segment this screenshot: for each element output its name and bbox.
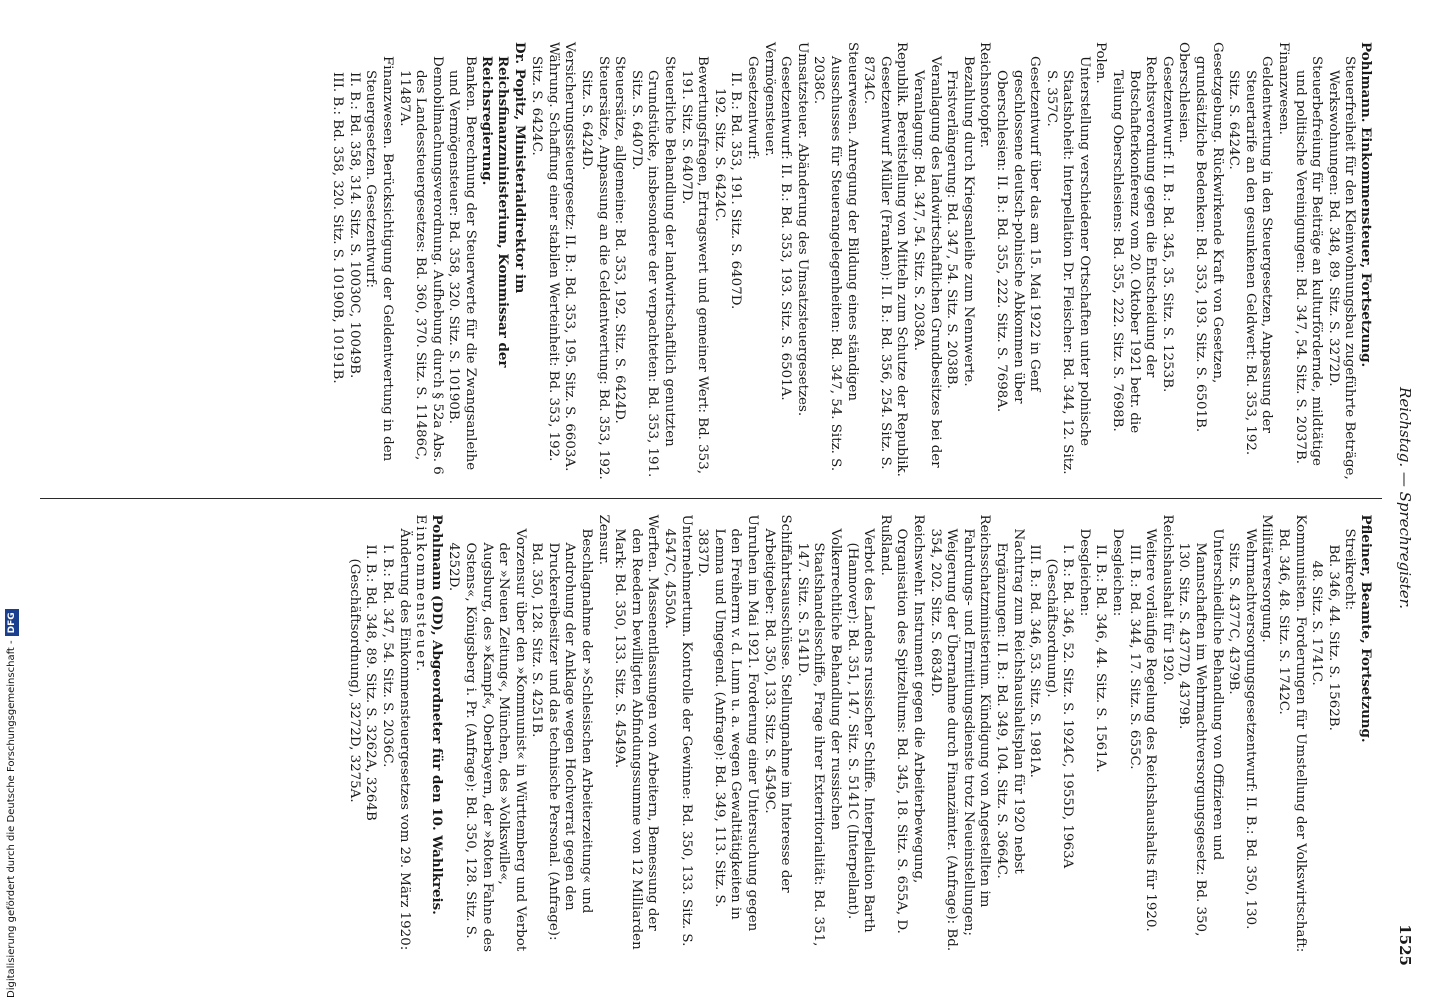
register-entry: II. B.: Bd. 358, 314. Sitz. S. 10030C, 10049B. <box>346 72 362 379</box>
digitization-credit-strip <box>0 0 22 1000</box>
register-entry: Banken. Berechnung der Steuerwerte für die Zwangsanleihe und Vermögensteuer: Bd. 358, 320. Sitz. S. 10190B. <box>446 56 478 471</box>
credit-text: Digitalisierung gefördert durch die Deutsche Forschungsgemeinschaft - <box>6 640 17 998</box>
register-entry: Beschlagnahme der »Schlesischen Arbeiterzeitung« und Androhung der Anklage wegen Hochverrat gegen den Druckereibesitzer und das technische Personal. (Anfrage): Bd. 350, 128. Sitz. S. 4251B. <box>529 528 595 941</box>
register-entry: Bd. 346, 44. Sitz. S. 1562B. <box>1325 544 1341 731</box>
register-entry: Oberschlesien. <box>1176 42 1192 144</box>
register-entry: Steuerfreiheit für den Kleinwohnungsbau zugeführte Beträge, Werkswohnungen: Bd. 348, 89. Sitz. S. 3272D. <box>1325 56 1358 480</box>
register-entry: Unterstellung verschiedener Ortschaften unter polnische Staatshoheit: Interpellation Dr. Fleischer: Bd. 344, 12. Sitz. S. 357C. <box>1043 56 1092 475</box>
register-entry: Einkommensteuer. <box>413 514 429 674</box>
register-entry: Rechtsverordnung gegen die Entscheidung der Botschafterkonferenz vom 20. Oktober 1921 betr. die Teilung Oberschlesiens: Bd. 355, 222. Sitz. S. 7698B. <box>1110 56 1159 434</box>
register-entry: Bezahlung durch Kriegsanleihe zum Nennwerte. Fristverlängerung: Bd. 347, 54. Sitz. S. 2038B. <box>944 56 976 389</box>
register-entry: Desgleichen: <box>1076 528 1092 617</box>
two-column-body <box>40 26 1382 970</box>
register-entry: Republik. Bereitstellung von Mitteln zum Schutze der Republik. Gesetzentwurf Müller (Franken): II. B.: Bd. 356, 254. Sitz. S. 8734C. <box>861 42 910 477</box>
register-entry: II. B.: Bd. 348, 89. Sitz. S. 3262A, 3264B (Geschäftsordnung), 3272D, 3275A. <box>346 544 379 821</box>
running-title: Reichstag. — Sprechregister. <box>1396 387 1414 609</box>
register-entry: Schiffahrtsausschüsse. Stellungnahme im Interesse der Arbeitgeber: Bd. 350, 133. Sitz. S. 4549C. <box>761 514 794 893</box>
register-entry: Gesetzgebung. Rückwirkende Kraft von Gesetzen, grundsätzliche Bedenken: Bd. 353, 193. Sitz. S. 6501B. <box>1193 42 1225 433</box>
register-entry: II. B.: Bd. 346, 44. Sitz. S. 1561A. <box>1093 544 1109 773</box>
register-entry: Pohlmann (DD), Abgeordneter für den 10. Wahlkreis. <box>428 514 445 915</box>
register-entry: II. B.: Bd. 353, 191. Sitz. S. 6407D. <box>728 72 744 310</box>
register-entry: Geldentwertung in den Steuergesetzen, Anpassung der Steuertarife an den gesunkenen Geldwert: Bd. 353, 192. Sitz. S. 6424C. <box>1226 56 1275 456</box>
register-entry: III. B.: Bd. 346, 53. Sitz. S. 1981A. <box>1027 544 1043 778</box>
register-entry: Pohlmann. Einkommensteuer, Fortsetzung. <box>1358 42 1374 368</box>
register-entry: Steuerwesen. Anregung der Bildung eines ständigen Ausschusses für Steuerangelegenheiten: Bd. 347, 54. Sitz. S. 2038C. <box>811 42 860 472</box>
register-entry: Weitere vorläufige Regelung des Reichshaushalts für 1920. <box>1143 528 1159 932</box>
register-entry: Gesetzentwurf über das am 15. Mai 1922 in Genf geschlossene deutsch-polnische Abkommen über Oberschlesien: II. B.: Bd. 355, 222. Sitz. S. 7698A. <box>993 56 1043 413</box>
register-entry: Streikrecht: <box>1342 528 1358 611</box>
register-entry: Steuersätze, Anpassung an die Geldentwertung: Bd. 353, 192. Sitz. S. 6424D. <box>579 56 611 480</box>
register-entry: III. B.: Bd. 358, 320. Sitz. S. 10190B, 10191B. <box>330 72 346 384</box>
register-entry: Reichsnotopfer. <box>977 42 993 149</box>
register-entry: Zensur. <box>595 514 611 566</box>
register-entry: Steuerbefreiung für Beiträge an kulturfördernde, mildtätige und politische Vereinigungen: Bd. 347, 54. Sitz. S. 2037B. <box>1292 56 1325 466</box>
register-entry: Volkerrechtliche Behandlung der russischen Staatshandelsschiffe, Frage ihrer Exterritorialität: Bd. 351, 147. Sitz. S. 5141D. <box>794 528 843 947</box>
register-entry: Vorzensur über den »Kommunist« in Württemberg und Verbot der »Neuen Zeitung«, München, des »Volkswille«, Augsburg, des »Kampf«, Oberbayern, der »Roten Fahne des Ostens«, Königsberg i. Pr. (Anfrage): Bd. 350, 128. Sitz. S. 4252D. <box>446 528 528 952</box>
register-entry: Reichshaushalt für 1920. <box>1159 514 1175 685</box>
register-entry: Gesetzentwurf: <box>745 56 761 160</box>
register-entry: Unterschiedliche Behandlung von Offizieren und Mannschaften im Wehrmachtversorgungsgesetz: Bd. 350, 130. Sitz. S. 4377D, 4379B. <box>1176 528 1225 937</box>
register-entry: Umsatzsteuer. Abänderung des Umsatzsteuergesetzes. Gesetzentwurf: II. B.: Bd. 353, 193. Sitz. S. 6501A. <box>778 42 810 417</box>
register-entry: III. B.: Bd. 344, 17. Sitz. S. 655C. <box>1126 544 1142 770</box>
register-entry: 192. Sitz. S. 6424C. <box>711 88 727 222</box>
register-entry: Desgleichen: <box>1110 528 1126 617</box>
page-content <box>40 26 1418 970</box>
register-entry: Bewertungsfragen, Ertragswert und gemeiner Wert: Bd. 353, 191. Sitz. S. 6407D. <box>678 56 711 474</box>
register-entry: Dr. Popitz, Ministerialdirektor im Reichsfinanzministerium, Kommissar der Reichsregierung. <box>478 42 528 368</box>
register-entry: Unternehmertum. Kontrolle der Gewinne: Bd. 350, 133. Sitz. S. 4547C, 4550A. <box>662 514 694 947</box>
dfg-logo: DFG <box>5 609 19 636</box>
register-entry: Militärversorgung. <box>1259 514 1275 643</box>
register-entry: I. B.: Bd. 346, 52. Sitz. S. 1924C, 1955D, 1963A (Geschäftsordnung). <box>1043 544 1076 869</box>
register-entry: Änderung des Einkommensteuergesetzes vom 29. März 1920: <box>396 528 412 951</box>
register-entry: Reichswehr. Instrument gegen die Arbeiterbewegung, Organisation des Spitzeltums: Bd. 345, 18. Sitz. S. 655A, D. <box>894 514 926 934</box>
register-entry: Steuersätze, allgemeine: Bd. 353, 192. Sitz. S. 6424D. <box>612 56 628 424</box>
column-left <box>40 26 1382 498</box>
register-entry: Werften. Massenentlassungen von Arbeitern, Bemessung der den Reedern bewilligten Abfindungssumme von 12 Milliarden Mark: Bd. 350, 133. Sitz. S. 4549A. <box>612 514 661 950</box>
register-entry: Veranlagung des landwirtschaftlichen Grundbesitzes bei der Veranlagung: Bd. 347, 54. Sitz. S. 2038A. <box>910 56 943 468</box>
register-entry: Verbot des Landens russischer Schiffe. Interpellation Barth (Hannover): Bd. 351, 147. Sitz. S. 5141C (Interpellant). <box>844 528 877 933</box>
column-right <box>40 498 1382 971</box>
register-entry: Demobilmachungsverordnung. Aufhebung durch § 52a Abs. 6 des Landessteuergesetzes: Bd. 360, 370. Sitz. S. 11486C, 11487A. <box>396 56 445 475</box>
register-entry: Wehrmachtversorgungsgesetzentwurf: II. B.: Bd. 350, 130. Sitz. S. 4377C, 4379B. <box>1226 528 1258 930</box>
register-entry: Unruhen im Mai 1921. Forderung einer Untersuchung gegen den Freiherrn v. d. Lunn u. a. wegen Gewalttätigkeiten in Lemna und Umgegend. (Anfrage): Bd. 349, 113. Sitz. S. 3837D. <box>695 514 761 932</box>
register-entry: I. B.: Bd. 347, 54. Sitz. S. 2036C. <box>379 544 395 768</box>
register-entry: Pfleiner, Beamte, Fortsetzung. <box>1358 514 1374 743</box>
register-entry: Rußland. <box>877 514 893 576</box>
register-entry: Währung. Schaffung einer stabilen Werteinheit: Bd. 353, 192. Sitz. S. 6424C. <box>529 42 561 462</box>
register-entry: 48. Sitz. S. 1741C. <box>1309 560 1325 686</box>
register-entry: Kommunisten. Forderungen für Umstellung der Volkswirtschaft: Bd. 346, 48. Sitz. S. 1742C. <box>1276 514 1308 953</box>
register-entry: Nachtrag zum Reichshaushaltsplan für 1920 nebst Ergänzungen: II. B.: Bd. 349, 104. Sitz. S. 3664C. <box>993 528 1026 879</box>
register-entry: Finanzwesen. Berücksichtigung der Geldentwertung in den Steuergesetzen. Gesetzentwurf: <box>363 56 395 462</box>
register-entry: Steuerliche Behandlung der landwirtschaftlich genutzten Grundstücke, insbesondere der verpachteten: Bd. 353, 191. Sitz. S. 6407D. <box>628 56 678 478</box>
running-header <box>1390 26 1418 970</box>
register-entry: Finanzwesen. <box>1276 42 1292 135</box>
register-entry: Reichsschatzministerium. Kündigung von Angestellten im Fahrdungs- und Ermittlungsdienste trotz Neueinstellungen; Weigerung der Übernahme durch Finanzämter. (Anfrage): Bd. 354, 202. Sitz. S. 6834D. <box>927 514 993 952</box>
register-entry: Versicherungssteuergesetz: II. B.: Bd. 353, 195. Sitz. S. 6603A. <box>562 42 578 472</box>
page-number: 1525 <box>1396 924 1414 966</box>
register-entry: Vermögensteuer. <box>761 42 777 157</box>
digitization-credit <box>2 0 22 998</box>
register-entry: Polen. <box>1093 42 1109 84</box>
register-entry: Gesetzentwurf: II. B.: Bd. 345, 35. Sitz. S. 1253B. <box>1159 56 1175 393</box>
